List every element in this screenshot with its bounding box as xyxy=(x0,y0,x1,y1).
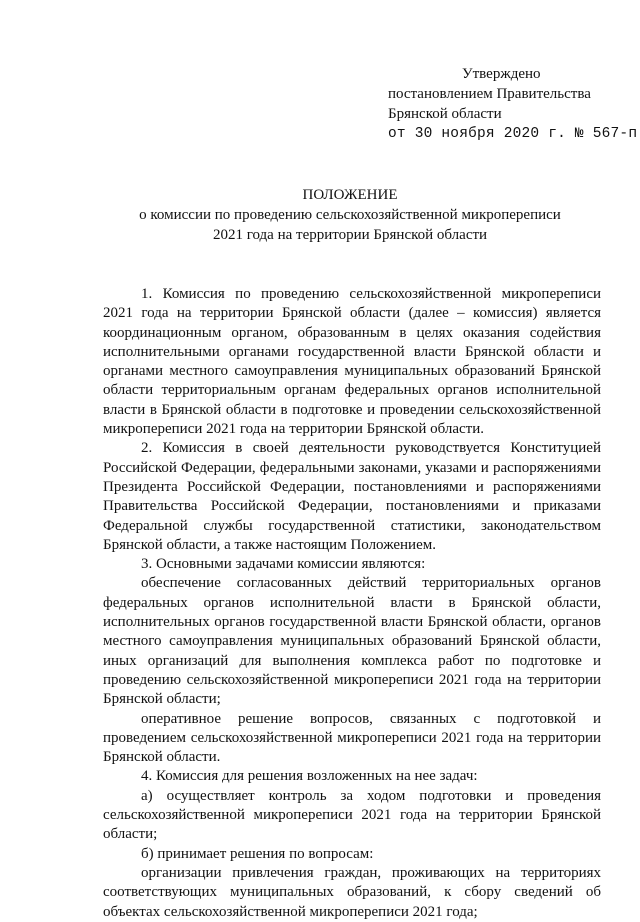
approval-line: Утверждено xyxy=(462,66,541,82)
approval-line: Брянской области xyxy=(388,106,502,122)
document-heading xyxy=(60,185,640,245)
paragraph: а) осуществляет контроль за ходом подготовки и проведения сельскохозяйственной микропереписи 2021 года на территории Брянской области; xyxy=(103,787,601,843)
document-body xyxy=(103,285,601,922)
paragraph: обеспечение согласованных действий территориальных органов федеральных органов исполнительной власти в Брянской области, исполнительных органов государственной власти Брянской области, органов местного самоуправления муниципальных образований Брянской области, иных организаций для выполнения комплекса работ по подготовке и проведению сельскохозяйственной микропереписи 2021 года на территории Брянской области; xyxy=(103,575,601,708)
paragraph: организации привлечения граждан, проживающих на территориях соответствующих муниципальных образований, к сбору сведений об объектах сельскохозяйственной микропереписи 2021 года; xyxy=(103,864,601,920)
document-subtitle: о комиссии по проведению сельскохозяйственной микропереписи xyxy=(139,207,561,223)
paragraph: б) принимает решения по вопросам: xyxy=(141,845,374,862)
paragraph: 3. Основными задачами комиссии являются: xyxy=(141,556,426,573)
paragraph: оперативное решение вопросов, связанных с подготовкой и проведением сельскохозяйственной микропереписи 2021 года на территории Брянской области. xyxy=(103,710,601,766)
paragraph: 1. Комиссия по проведению сельскохозяйственной микропереписи 2021 года на территории Брянской области (далее – комиссия) является координационным органом, образованным в целях оказания содействия исполнительными органами государственной власти Брянской области и органами местного самоуправления муниципальных образований Брянской области территориальным органам федеральных органов исполнительной власти в Брянской области в подготовке и проведении сельскохозяйственной микропереписи 2021 года на территории Брянской области. xyxy=(103,286,601,438)
document-subtitle: 2021 года на территории Брянской области xyxy=(212,227,488,243)
document-title: ПОЛОЖЕНИЕ xyxy=(302,187,398,203)
approval-line: постановлением Правительства xyxy=(388,86,591,102)
approval-date: от 30 ноября 2020 г. № 567-п xyxy=(388,126,638,142)
approval-block xyxy=(388,64,637,144)
paragraph: 4. Комиссия для решения возложенных на нее задач: xyxy=(141,768,478,785)
paragraph: 2. Комиссия в своей деятельности руководствуется Конституцией Российской Федерации, федеральными законами, указами и распоряжениями Президента Российской Федерации, постановлениями и распоряжениями Правительства Российской Федерации, постановлениями и приказами Федеральной службы государственной статистики, законодательством Брянской области, а также настоящим Положением. xyxy=(103,440,601,553)
